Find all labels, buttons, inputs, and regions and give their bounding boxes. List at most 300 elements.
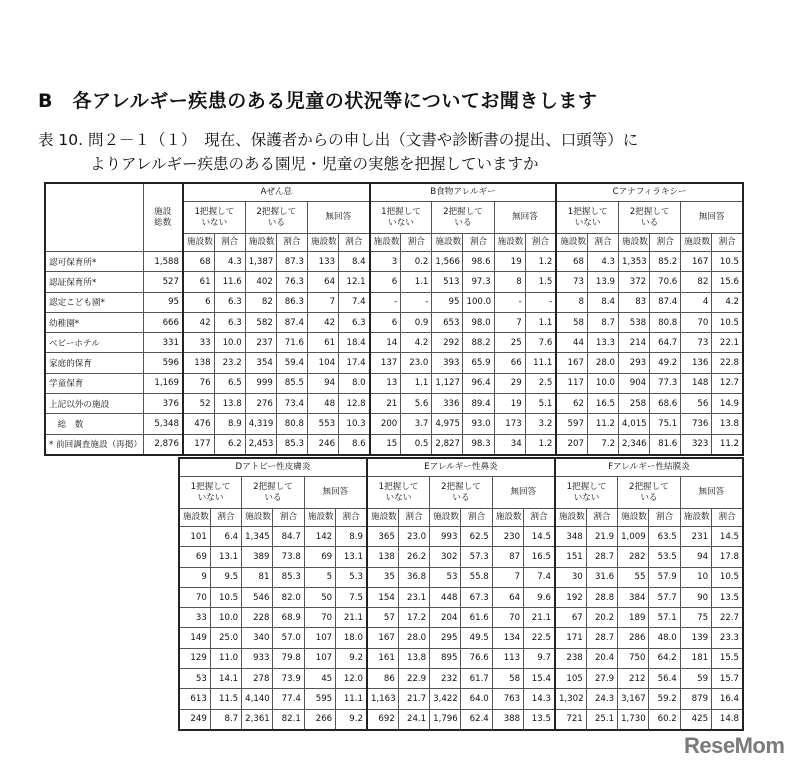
ratio-cell: 68.6 (650, 394, 681, 414)
ratio-cell: 25.1 (586, 709, 617, 730)
table-row (45, 312, 743, 332)
count-cell: 258 (619, 394, 650, 414)
ratio-cell: 98.0 (463, 312, 494, 332)
count-cell: 2,361 (242, 709, 273, 730)
row-label: 幼稚園* (45, 312, 143, 332)
count-cell: 933 (242, 648, 273, 668)
count-cell: 388 (492, 709, 523, 730)
ratio-cell: 87.4 (650, 292, 681, 312)
count-cell: 19 (494, 252, 525, 272)
ratio-cell: 10.0 (214, 333, 245, 353)
answer-header: 無回答 (307, 202, 369, 234)
count-cell: 70 (179, 587, 210, 607)
count-cell: 993 (430, 527, 461, 547)
ratio-cell: - (525, 292, 556, 312)
count-cell: 278 (242, 669, 273, 689)
count-cell: 276 (245, 394, 276, 414)
row-label: 認定こども園* (45, 292, 143, 312)
table-caption (38, 128, 638, 176)
ratio-cell: 22.8 (712, 353, 743, 373)
count-cell: 232 (430, 669, 461, 689)
count-cell: 246 (307, 434, 338, 455)
total-cell: 1,169 (143, 373, 183, 393)
count-cell: 336 (432, 394, 463, 414)
count-cell: 513 (432, 272, 463, 292)
count-cell: 999 (245, 373, 276, 393)
count-header: 施設数 (242, 509, 273, 527)
table-row (179, 567, 743, 587)
count-cell: 7 (307, 292, 338, 312)
count-cell: 73 (681, 333, 712, 353)
ratio-cell: 73.4 (276, 394, 307, 414)
count-cell: 64 (307, 272, 338, 292)
count-cell: 282 (618, 547, 649, 567)
count-cell: 365 (367, 527, 398, 547)
count-cell: 1,163 (367, 689, 398, 709)
ratio-header: 割合 (712, 234, 743, 252)
count-header: 施設数 (555, 509, 586, 527)
ratio-cell: 23.0 (398, 527, 429, 547)
count-cell: 204 (430, 608, 461, 628)
count-cell: 55 (618, 567, 649, 587)
ratio-cell: 15.5 (712, 648, 743, 668)
ratio-cell: 53.5 (649, 547, 680, 567)
ratio-cell: 0.5 (401, 434, 432, 455)
count-cell: 58 (492, 669, 523, 689)
ratio-cell: 68.9 (273, 608, 304, 628)
count-cell: 34 (494, 434, 525, 455)
ratio-cell: 57.9 (649, 567, 680, 587)
count-cell: 113 (492, 648, 523, 668)
ratio-cell: 82.1 (273, 709, 304, 730)
count-cell: 582 (245, 312, 276, 332)
ratio-cell: 8.7 (210, 709, 241, 730)
row-label: 総 数 (45, 414, 143, 434)
ratio-cell: 1.1 (525, 312, 556, 332)
ratio-cell: 20.4 (586, 648, 617, 668)
ratio-cell: 49.5 (461, 628, 492, 648)
count-cell: 721 (555, 709, 586, 730)
ratio-cell: - (401, 292, 432, 312)
count-cell: 476 (183, 414, 214, 434)
count-cell: 105 (555, 669, 586, 689)
count-cell: 3 (370, 252, 401, 272)
ratio-cell: 2.5 (525, 373, 556, 393)
count-cell: 214 (619, 333, 650, 353)
count-cell: 81 (242, 567, 273, 587)
table-row (179, 709, 743, 730)
ratio-cell: 6.5 (214, 373, 245, 393)
table-row (45, 292, 743, 312)
ratio-cell: 4.3 (214, 252, 245, 272)
count-cell: 69 (179, 547, 210, 567)
count-cell: 64 (492, 587, 523, 607)
count-cell: 95 (432, 292, 463, 312)
ratio-cell: 28.0 (398, 628, 429, 648)
count-cell: 15 (370, 434, 401, 455)
group-header-row (179, 458, 743, 477)
count-cell: 69 (304, 547, 335, 567)
ratio-cell: 89.4 (463, 394, 494, 414)
count-cell: 4,319 (245, 414, 276, 434)
ratio-cell: 8.7 (587, 312, 618, 332)
ratio-cell: 64.0 (461, 689, 492, 709)
ratio-cell: 93.0 (463, 414, 494, 434)
ratio-cell: 14.1 (210, 669, 241, 689)
ratio-header: 割合 (650, 234, 681, 252)
count-cell: 154 (367, 587, 398, 607)
ratio-cell: 17.2 (398, 608, 429, 628)
ratio-cell: 11.6 (214, 272, 245, 292)
ratio-cell: 84.7 (273, 527, 304, 547)
ratio-cell: 6.3 (214, 292, 245, 312)
count-cell: 249 (179, 709, 210, 730)
count-cell: 13 (370, 373, 401, 393)
ratio-cell: 12.1 (339, 272, 370, 292)
count-cell: 3,422 (430, 689, 461, 709)
row-label: * 前回調査施設（再掲） (45, 434, 143, 455)
count-cell: 2,453 (245, 434, 276, 455)
ratio-header: 割合 (210, 509, 241, 527)
count-cell: 181 (680, 648, 711, 668)
table-row (179, 628, 743, 648)
count-cell: 94 (680, 547, 711, 567)
table-row (45, 434, 743, 455)
count-header: 施設数 (680, 509, 711, 527)
caption-line-1: 表 10. 問２－１（１） 現在、保護者からの申し出（文書や診断書の提出、口頭等）に (38, 131, 639, 149)
ratio-cell: 11.1 (336, 689, 367, 709)
ratio-cell: 61.6 (461, 608, 492, 628)
ratio-cell: 77.4 (273, 689, 304, 709)
ratio-cell: 16.4 (712, 689, 743, 709)
count-cell: 192 (555, 587, 586, 607)
table-row (45, 394, 743, 414)
count-cell: 76 (183, 373, 214, 393)
count-cell: 4 (681, 292, 712, 312)
ratio-cell: 4.2 (712, 292, 743, 312)
count-cell: 171 (555, 628, 586, 648)
answer-header-row (179, 477, 743, 509)
ratio-cell: 28.0 (587, 353, 618, 373)
ratio-cell: 21.9 (586, 527, 617, 547)
total-header: 施設 総数 (143, 183, 183, 252)
ratio-cell: 15.7 (712, 669, 743, 689)
answer-header: 2把握して いる (618, 477, 681, 509)
count-cell: 167 (556, 353, 587, 373)
ratio-cell: 8.4 (587, 292, 618, 312)
ratio-cell: 73.8 (273, 547, 304, 567)
count-cell: 30 (555, 567, 586, 587)
count-cell: 595 (304, 689, 335, 709)
table-row (45, 272, 743, 292)
total-cell: 527 (143, 272, 183, 292)
count-cell: 107 (304, 648, 335, 668)
count-cell: 35 (367, 567, 398, 587)
ratio-cell: 22.9 (398, 669, 429, 689)
ratio-cell: 3.2 (525, 414, 556, 434)
ratio-cell: 76.3 (276, 272, 307, 292)
count-cell: 295 (430, 628, 461, 648)
ratio-cell: 6.3 (339, 312, 370, 332)
group-header: Dアトピー性皮膚炎 (179, 458, 367, 477)
answer-header: 2把握して いる (245, 202, 307, 234)
answer-header: 無回答 (304, 477, 367, 509)
count-cell: 692 (367, 709, 398, 730)
ratio-cell: 10.0 (210, 608, 241, 628)
ratio-cell: 11.2 (587, 414, 618, 434)
ratio-cell: 85.5 (276, 373, 307, 393)
ratio-header: 割合 (398, 509, 429, 527)
ratio-header: 割合 (214, 234, 245, 252)
count-cell: 21 (370, 394, 401, 414)
total-cell: 666 (143, 312, 183, 332)
ratio-cell: 7.5 (336, 587, 367, 607)
ratio-cell: 12.8 (339, 394, 370, 414)
row-label: 認可保育所* (45, 252, 143, 272)
count-header: 施設数 (307, 234, 338, 252)
count-cell: 136 (681, 353, 712, 373)
ratio-cell: 14.8 (712, 709, 743, 730)
ratio-cell: 10.5 (712, 567, 743, 587)
table-row (179, 648, 743, 668)
count-cell: 340 (242, 628, 273, 648)
count-cell: 238 (555, 648, 586, 668)
ratio-cell: 28.7 (586, 547, 617, 567)
answer-header: 無回答 (492, 477, 555, 509)
ratio-cell: 86.3 (276, 292, 307, 312)
table-row (179, 587, 743, 607)
count-cell: 3,167 (618, 689, 649, 709)
total-cell: 376 (143, 394, 183, 414)
ratio-cell: 87.3 (276, 252, 307, 272)
ratio-cell: 62.4 (461, 709, 492, 730)
table-row (179, 669, 743, 689)
count-cell: 393 (432, 353, 463, 373)
count-cell: 1,127 (432, 373, 463, 393)
ratio-cell: 8.9 (336, 527, 367, 547)
ratio-cell: 73.9 (273, 669, 304, 689)
count-cell: 763 (492, 689, 523, 709)
ratio-cell: 16.5 (587, 394, 618, 414)
ratio-cell: 7.6 (525, 333, 556, 353)
table-row (45, 353, 743, 373)
ratio-header: 割合 (712, 509, 743, 527)
ratio-cell: 26.2 (398, 547, 429, 567)
count-header: 施設数 (183, 234, 214, 252)
ratio-cell: 1.1 (401, 373, 432, 393)
ratio-cell: 17.4 (339, 353, 370, 373)
count-cell: 48 (307, 394, 338, 414)
count-cell: 73 (556, 272, 587, 292)
count-cell: 230 (492, 527, 523, 547)
ratio-cell: 15.6 (712, 272, 743, 292)
ratio-cell: 88.2 (463, 333, 494, 353)
ratio-cell: 6.3 (214, 312, 245, 332)
section-heading: B 各アレルギー疾患のある児童の状況等についてお聞きします (38, 90, 598, 112)
ratio-cell: 10.5 (712, 312, 743, 332)
count-cell: 86 (367, 669, 398, 689)
total-cell: 95 (143, 292, 183, 312)
ratio-cell: 100.0 (463, 292, 494, 312)
ratio-cell: 81.6 (650, 434, 681, 455)
ratio-cell: 14.5 (712, 527, 743, 547)
count-cell: 167 (681, 252, 712, 272)
ratio-header: 割合 (587, 234, 618, 252)
ratio-cell: 5.6 (401, 394, 432, 414)
count-cell: 14 (370, 333, 401, 353)
count-cell: 613 (179, 689, 210, 709)
count-header: 施設数 (556, 234, 587, 252)
ratio-cell: 82.0 (273, 587, 304, 607)
count-cell: 59 (680, 669, 711, 689)
count-cell: 2,827 (432, 434, 463, 455)
count-cell: 33 (183, 333, 214, 353)
count-cell: 68 (556, 252, 587, 272)
count-cell: 58 (556, 312, 587, 332)
ratio-cell: 8.9 (214, 414, 245, 434)
ratio-cell: 57.1 (649, 608, 680, 628)
ratio-cell: 23.3 (712, 628, 743, 648)
count-cell: 212 (618, 669, 649, 689)
ratio-cell: 13.8 (214, 394, 245, 414)
count-cell: 653 (432, 312, 463, 332)
ratio-cell: 64.2 (649, 648, 680, 668)
row-label: ベビーホテル (45, 333, 143, 353)
count-cell: 736 (681, 414, 712, 434)
answer-header: 1把握して いない (555, 477, 618, 509)
caption-line-2: よりアレルギー疾患のある園児・児童の実態を把握していますか (90, 155, 539, 173)
resemom-logo: ReseMom (684, 733, 785, 758)
total-cell: 596 (143, 353, 183, 373)
ratio-cell: 96.4 (463, 373, 494, 393)
count-cell: 372 (619, 272, 650, 292)
ratio-cell: 75.1 (650, 414, 681, 434)
ratio-cell: 28.7 (586, 628, 617, 648)
count-cell: 4,140 (242, 689, 273, 709)
count-header: 施設数 (492, 509, 523, 527)
count-cell: 1,796 (430, 709, 461, 730)
count-cell: 61 (307, 333, 338, 353)
ratio-header: 割合 (463, 234, 494, 252)
count-cell: 286 (618, 628, 649, 648)
answer-header: 2把握して いる (619, 202, 681, 234)
allergy-table-a-c (44, 182, 744, 456)
ratio-cell: 80.8 (276, 414, 307, 434)
count-cell: 173 (494, 414, 525, 434)
ratio-cell: 85.3 (273, 567, 304, 587)
count-cell: 237 (245, 333, 276, 353)
count-cell: 8 (556, 292, 587, 312)
ratio-cell: 56.4 (649, 669, 680, 689)
ratio-cell: 28.8 (586, 587, 617, 607)
count-cell: 177 (183, 434, 214, 455)
answer-header: 1把握して いない (370, 202, 432, 234)
group-header-row (45, 183, 743, 202)
ratio-cell: 57.0 (273, 628, 304, 648)
count-cell: 133 (307, 252, 338, 272)
answer-header: 1把握して いない (367, 477, 430, 509)
ratio-cell: 25.0 (210, 628, 241, 648)
total-cell: 1,588 (143, 252, 183, 272)
count-cell: 5 (304, 567, 335, 587)
count-cell: 266 (304, 709, 335, 730)
count-cell: 53 (430, 567, 461, 587)
count-cell: 67 (555, 608, 586, 628)
count-cell: 161 (367, 648, 398, 668)
total-cell: 5,348 (143, 414, 183, 434)
count-cell: 1,353 (619, 252, 650, 272)
ratio-header: 割合 (276, 234, 307, 252)
total-cell: 331 (143, 333, 183, 353)
ratio-cell: 4.2 (401, 333, 432, 353)
ratio-cell: 11.0 (210, 648, 241, 668)
count-cell: 348 (555, 527, 586, 547)
answer-header: 無回答 (494, 202, 556, 234)
count-cell: 750 (618, 648, 649, 668)
count-cell: 134 (492, 628, 523, 648)
ratio-header: 割合 (401, 234, 432, 252)
ratio-header: 割合 (649, 509, 680, 527)
count-cell: 1,566 (432, 252, 463, 272)
ratio-cell: 21.1 (524, 608, 555, 628)
ratio-cell: 13.1 (210, 547, 241, 567)
ratio-cell: 0.9 (401, 312, 432, 332)
count-cell: 553 (307, 414, 338, 434)
ratio-cell: 1.5 (525, 272, 556, 292)
total-cell: 2,876 (143, 434, 183, 455)
count-header: 施設数 (370, 234, 401, 252)
count-cell: 384 (618, 587, 649, 607)
ratio-cell: 10.5 (210, 587, 241, 607)
group-header: Aぜん息 (183, 183, 370, 202)
count-cell: 70 (492, 608, 523, 628)
ratio-cell: 20.2 (586, 608, 617, 628)
ratio-cell: 98.6 (463, 252, 494, 272)
answer-header: 2把握して いる (242, 477, 305, 509)
group-header: Eアレルギー性鼻炎 (367, 458, 555, 477)
ratio-cell: 77.3 (650, 373, 681, 393)
row-label: 認証保育所* (45, 272, 143, 292)
ratio-cell: 16.5 (524, 547, 555, 567)
count-cell: 354 (245, 353, 276, 373)
count-cell: 6 (370, 272, 401, 292)
count-cell: 1,345 (242, 527, 273, 547)
ratio-cell: 23.0 (401, 353, 432, 373)
ratio-cell: 55.8 (461, 567, 492, 587)
count-cell: 6 (370, 312, 401, 332)
count-header: 施設数 (619, 234, 650, 252)
group-header: Fアレルギー性結膜炎 (555, 458, 743, 477)
ratio-cell: 18.4 (339, 333, 370, 353)
ratio-header: 割合 (339, 234, 370, 252)
ratio-cell: 22.7 (712, 608, 743, 628)
ratio-cell: 65.9 (463, 353, 494, 373)
ratio-cell: 11.2 (712, 434, 743, 455)
count-header: 施設数 (367, 509, 398, 527)
count-cell: 101 (179, 527, 210, 547)
count-cell: 53 (179, 669, 210, 689)
ratio-cell: 7.4 (339, 292, 370, 312)
group-header: Cアナフィラキシー (556, 183, 743, 202)
count-cell: 70 (304, 608, 335, 628)
ratio-cell: 10.5 (712, 252, 743, 272)
ratio-cell: 64.7 (650, 333, 681, 353)
ratio-cell: 9.7 (524, 648, 555, 668)
count-cell: 66 (494, 353, 525, 373)
count-cell: 50 (304, 587, 335, 607)
count-cell: 425 (680, 709, 711, 730)
ratio-cell: 10.3 (339, 414, 370, 434)
